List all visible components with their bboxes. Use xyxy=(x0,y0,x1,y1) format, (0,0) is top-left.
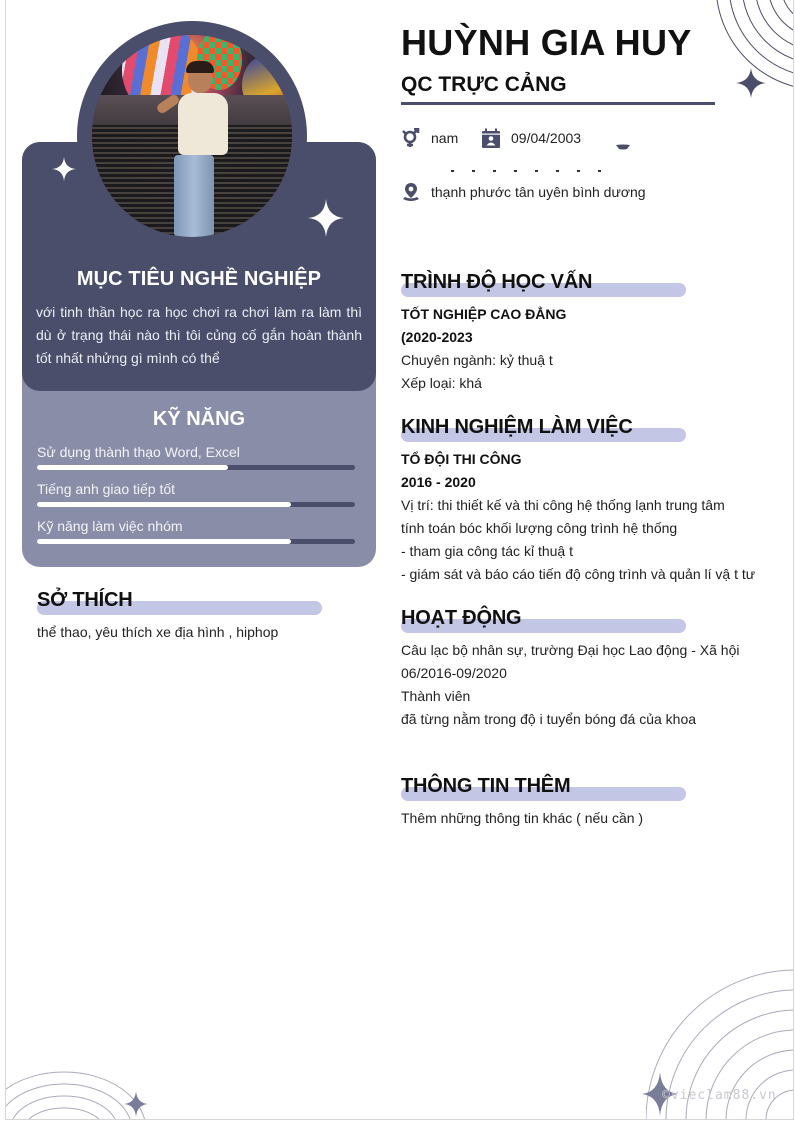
education-block xyxy=(401,303,566,395)
avatar xyxy=(92,35,292,237)
experience-line: - tham gia công tác kỉ thuậ t xyxy=(401,543,573,559)
skill-item xyxy=(37,517,355,544)
job-title: QC TRỰC CẢNG xyxy=(401,73,567,96)
cv-page xyxy=(5,0,794,1120)
skill-progress-fill xyxy=(37,465,228,470)
location-pin-icon xyxy=(401,182,421,202)
activities-line: đã từng nằm trong độ i tuyển bóng đá của khoa xyxy=(401,711,697,727)
skill-progress-bar xyxy=(37,465,355,470)
address-row xyxy=(401,182,646,202)
education-title: TRÌNH ĐỘ HỌC VẤN xyxy=(401,271,593,293)
activities-line: Thành viên xyxy=(401,688,471,704)
education-heading xyxy=(401,271,686,297)
birthday-value: 09/04/2003 xyxy=(511,130,582,146)
sparkle-icon xyxy=(736,68,766,98)
hidden-info-row xyxy=(451,170,601,172)
hobbies-text: thể thao, yêu thích xe địa hình , hiphop xyxy=(37,624,279,640)
activities-title: HOẠT ĐỘNG xyxy=(401,607,522,629)
activities-line: Câu lạc bộ nhân sự, trường Đại học Lao động - Xã hội xyxy=(401,642,740,658)
experience-title: KINH NGHIỆM LÀM VIỆC xyxy=(401,416,633,438)
education-period: (2020-2023 xyxy=(401,329,473,345)
activities-line: 06/2016-09/2020 xyxy=(401,665,507,681)
birthday-row xyxy=(481,128,581,148)
skill-progress-fill xyxy=(37,539,291,544)
experience-period: 2016 - 2020 xyxy=(401,474,476,490)
education-line: Chuyên ngành: kỷ thuậ t xyxy=(401,352,553,368)
experience-heading xyxy=(401,416,686,442)
hobbies-title: SỞ THÍCH xyxy=(37,589,133,611)
experience-line: tính toán bóc khối lượng công trình hệ thống xyxy=(401,520,678,536)
skill-item xyxy=(37,443,355,470)
experience-block xyxy=(401,448,755,586)
skill-label: Kỹ năng làm việc nhóm xyxy=(37,518,183,534)
objective-title: MỤC TIÊU NGHỀ NGHIỆP xyxy=(76,268,322,290)
watermark: ©vieclam88.vn xyxy=(662,1088,777,1103)
experience-company: TỔ ĐỘI THI CÔNG xyxy=(401,451,522,467)
extra-info-text: Thêm những thông tin khác ( nếu cần ) xyxy=(401,810,644,826)
title-divider xyxy=(401,102,715,105)
skills-title: KỸ NĂNG xyxy=(152,408,246,430)
sparkle-icon xyxy=(124,1091,148,1117)
activities-heading xyxy=(401,607,686,633)
skill-item xyxy=(37,480,355,507)
calendar-icon xyxy=(481,128,501,148)
candidate-name: HUỲNH GIA HUY xyxy=(401,22,692,63)
activities-block xyxy=(401,639,739,731)
experience-line: Vị trí: thi thiết kế và thi công hệ thống lạnh trung tâm xyxy=(401,497,725,513)
skill-label: Tiếng anh giao tiếp tốt xyxy=(37,481,176,497)
gender-value: nam xyxy=(431,130,459,146)
caret-down-icon xyxy=(616,144,630,150)
objective-text: với tinh thần học ra học chơi ra chơi làm ra làm thì dù ở trạng thái nào thì tôi củng cố gắn hoàn thành tốt nhất nhửng gì mình có thể xyxy=(36,304,362,366)
gender-row xyxy=(401,128,458,148)
education-line: Xếp loại: khá xyxy=(401,375,482,391)
experience-line: - giám sát và báo cáo tiến độ công trình và quản lí vậ t tư xyxy=(401,566,756,582)
extra-info-title: THÔNG TIN THÊM xyxy=(401,775,571,797)
extra-info-heading xyxy=(401,775,686,801)
skill-progress-bar xyxy=(37,502,355,507)
gender-icon xyxy=(401,128,421,148)
skill-progress-bar xyxy=(37,539,355,544)
skill-label: Sử dụng thành thạo Word, Excel xyxy=(37,444,240,460)
hobbies-heading xyxy=(37,589,322,615)
address-value: thạnh phước tân uyên bình dương xyxy=(431,184,646,200)
sparkle-icon xyxy=(52,157,76,181)
sparkle-icon xyxy=(308,199,344,237)
skill-progress-fill xyxy=(37,502,291,507)
education-school: TỐT NGHIỆP CAO ĐẲNG xyxy=(401,306,567,322)
